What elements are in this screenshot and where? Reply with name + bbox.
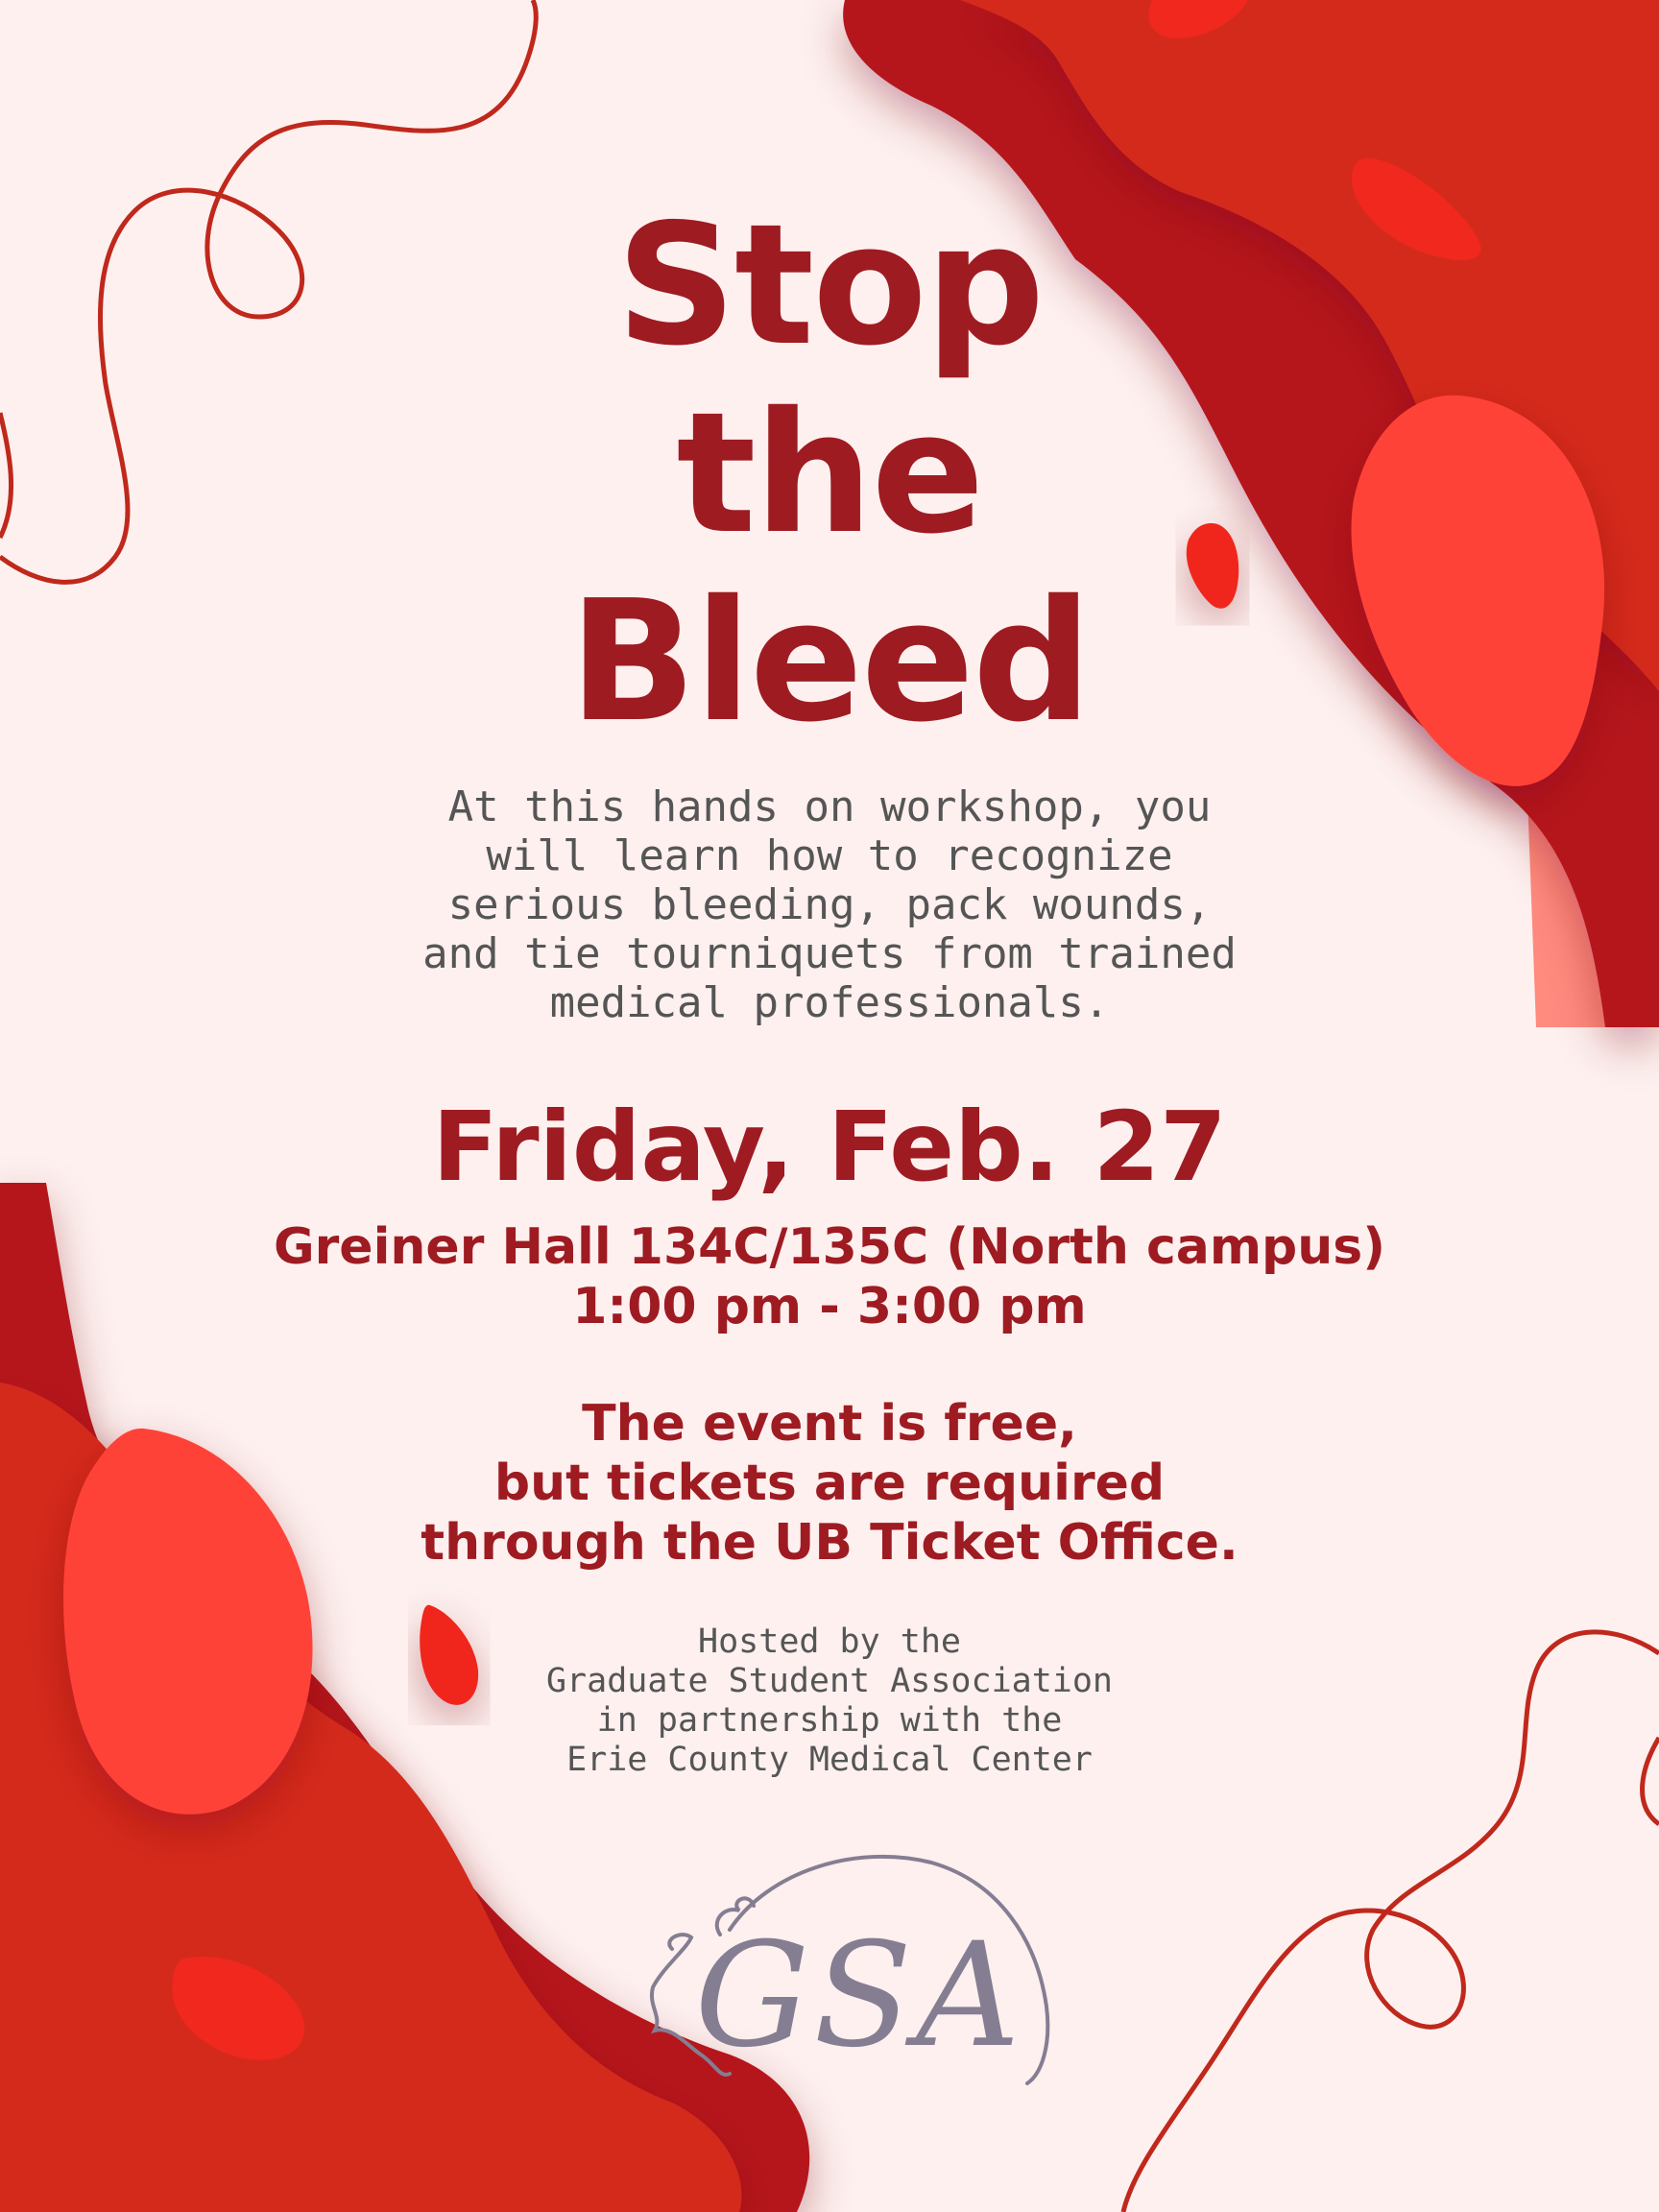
description-line-4: and tie tourniquets from trained (422, 929, 1237, 978)
title-line-1: Stop (615, 188, 1044, 383)
ticket-info (0, 1394, 1659, 1573)
event-title (0, 188, 1659, 759)
host-line-3: in partnership with the (596, 1701, 1063, 1740)
host-line-1: Hosted by the (698, 1623, 961, 1661)
event-venue-time (0, 1217, 1659, 1336)
title-line-2: the (676, 376, 983, 571)
event-description (0, 782, 1659, 1027)
gsa-logo-text: GSA (694, 1912, 1024, 2080)
description-line-1: At this hands on workshop, you (447, 782, 1212, 831)
title-line-3: Bleed (568, 565, 1091, 759)
ticket-line-2: but tickets are required (493, 1455, 1166, 1512)
description-line-5: medical professionals. (549, 978, 1110, 1027)
ticket-line-3: through the UB Ticket Office. (421, 1514, 1238, 1572)
ticket-line-1: The event is free, (582, 1395, 1077, 1453)
time-line: 1:00 pm - 3:00 pm (572, 1278, 1087, 1335)
gsa-logo (634, 1824, 1056, 2112)
venue-line: Greiner Hall 134C/135C (North campus) (273, 1218, 1385, 1276)
host-line-4: Erie County Medical Center (566, 1741, 1093, 1779)
description-line-3: serious bleeding, pack wounds, (447, 880, 1212, 929)
description-line-2: will learn how to recognize (486, 831, 1173, 880)
host-line-2: Graduate Student Association (545, 1662, 1113, 1700)
event-date: Friday, Feb. 27 (432, 1091, 1227, 1203)
host-info (0, 1623, 1659, 1780)
